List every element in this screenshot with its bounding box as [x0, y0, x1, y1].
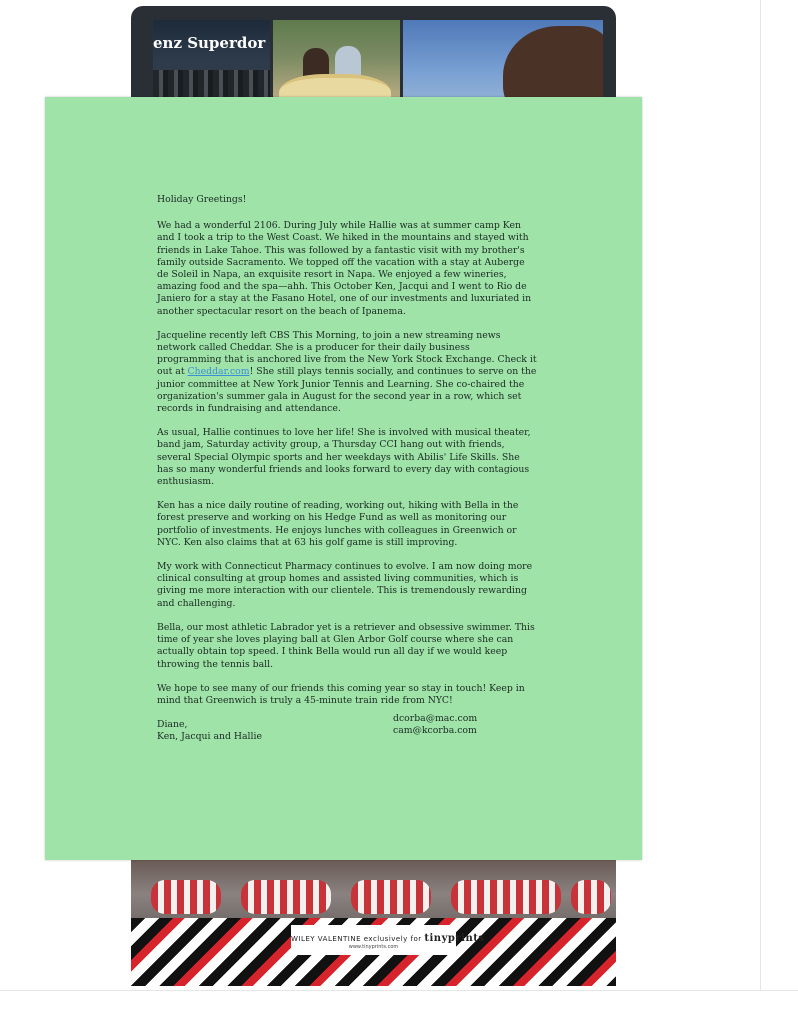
pajama-leg [571, 880, 611, 914]
scan-edge-line [760, 0, 761, 990]
signature-emails [393, 713, 477, 737]
paragraph-jacqueline [157, 330, 537, 415]
cheddar-link[interactable]: Cheddar.com [187, 366, 250, 378]
paragraph-hallie: As usual, Hallie continues to love her life! She is involved with musical theater, band jam, Saturday activity group, a Thursday CCI hang out with friends, several Special Olympic sports and her weekdays with Abilis' Life Skills. She has so many wonderful friends and looks forward to every day with contagious enthusiasm. [157, 427, 531, 488]
pajama-leg [451, 880, 561, 914]
brand-exclusive: exclusively for [363, 935, 422, 943]
paragraph-travel: We had a wonderful 2106. During July while Hallie was at summer camp Ken and I took a trip to the West Coast. We hiked in the mountains and stayed with friends in Lake Tahoe. This was followed by a fantastic visit with my brother's family outside Sacramento. We topped off the vacation with a stay at Auberge de Soleil in Napa, an exquisite resort in Napa. We enjoyed a few wineries, amazing food and the spa—ahh. This October Ken, Jacqui and I went to Rio de Janiero for a stay at the Fasano Hotel, one of our investments and luxuriated in another spectacular resort on the beach of Ipanema. [157, 220, 532, 317]
letter-greeting: Holiday Greetings! [157, 194, 247, 205]
email-1: dcorba@mac.com [393, 713, 478, 725]
pajama-leg [241, 880, 331, 914]
superdome-sign: enz Superdor [153, 34, 266, 52]
paragraph-closing: We hope to see many of our friends this coming year so stay in touch! Keep in mind that Greenwich is truly a 45-minute train ride from NYC! [157, 682, 525, 706]
letter-body [157, 194, 537, 759]
scan-bottom-line [0, 990, 798, 991]
brand-url: www.tinyprints.com [348, 944, 399, 950]
brand-tinyprints: tinyprints [424, 933, 485, 944]
jacqueline-text-2: ! She still plays tennis socially, and continues to serve on the junior committee at New York Junior Tennis and Learning. She co-chaired the organization's summer gala in August for the second year in a row, which set records in fundraising and attendance. [157, 366, 537, 415]
signature-names [157, 719, 262, 743]
pajama-leg [351, 880, 431, 914]
paragraph-bella: Bella, our most athletic Labrador yet is a retriever and obsessive swimmer. This time of year she loves playing ball at Glen Arbor Golf course where she can actually obtain top speed. I think Bella would run all day if we would keep throwing the tennis ball. [157, 621, 535, 670]
brand-name: WILEY VALENTINE [291, 935, 361, 943]
pajama-leg [151, 880, 221, 914]
signature-block [157, 713, 537, 759]
email-2: cam@kcorba.com [393, 725, 477, 737]
paragraph-work: My work with Connecticut Pharmacy continues to evolve. I am now doing more clinical consulting at group homes and assisted living communities, which is giving me more interaction with our clientele. This is tremendously rewarding and challenging. [157, 561, 533, 609]
paragraph-ken: Ken has a nice daily routine of reading, working out, hiking with Bella in the forest preserve and working on his Hedge Fund as well as monitoring our portfolio of investments. He enjoys lunches with colleagues in Greenwich or NYC. Ken also claims that at 63 his golf game is still improving. [157, 500, 519, 548]
signature-family: Ken, Jacqui and Hallie [157, 731, 262, 743]
jacqueline-text-1: Jacqueline recently left CBS This Morning, to join a new streaming news network called Cheddar. She is a producer for their daily business programming that is anchored live from the New York Stock Exchange. Check it out at [157, 329, 537, 378]
letter-paper [45, 97, 642, 860]
signature-name: Diane, [157, 719, 188, 731]
brand-label [291, 925, 485, 955]
